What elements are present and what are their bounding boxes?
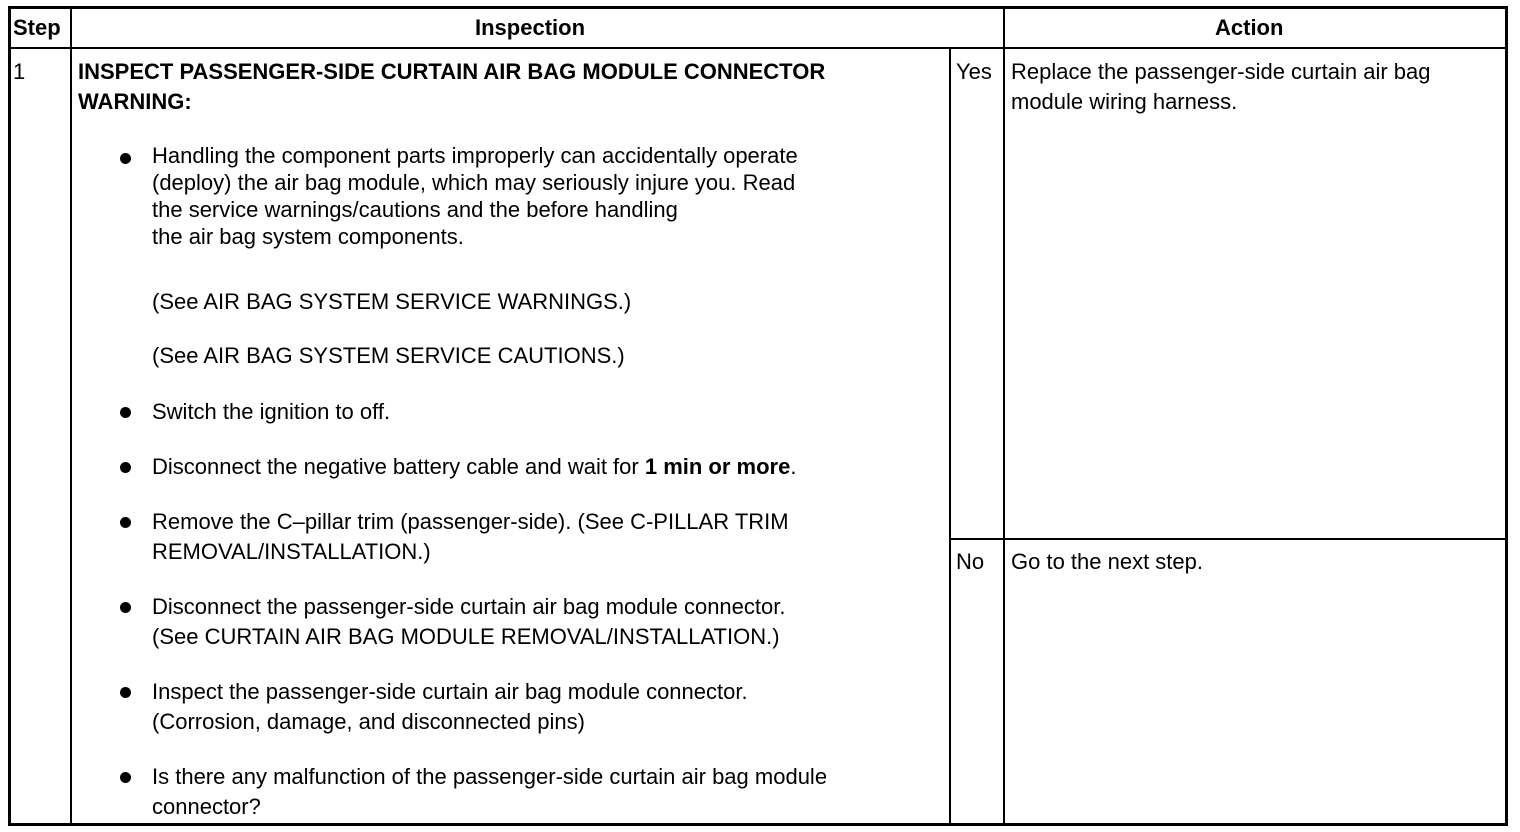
yes-action — [1011, 57, 1430, 117]
disconnect-line-2: (See CURTAIN AIR BAG MODULE REMOVAL/INSTALLATION.) — [152, 624, 780, 649]
inspect-line-2: (Corrosion, damage, and disconnected pins) — [152, 709, 585, 734]
yes-no-divider — [949, 538, 1508, 540]
bullet-icon — [120, 517, 131, 528]
trim-line-1: Remove the C–pillar trim (passenger-side). (See C-PILLAR TRIM — [152, 509, 789, 534]
step-disconnect — [152, 592, 785, 652]
see-warnings: (See AIR BAG SYSTEM SERVICE WARNINGS.) — [152, 289, 632, 314]
yes-action-line-2: module wiring harness. — [1011, 89, 1238, 114]
see-cautions: (See AIR BAG SYSTEM SERVICE CAUTIONS.) — [152, 343, 625, 368]
yes-action-line-1: Replace the passenger-side curtain air bag — [1011, 59, 1431, 84]
warning-line-3: the service warnings/cautions and the before handling — [152, 197, 678, 222]
step-ignition: Switch the ignition to off. — [152, 399, 391, 424]
header-action: Action — [1215, 15, 1284, 40]
header-step: Step — [13, 15, 61, 40]
bullet-icon — [120, 153, 131, 164]
bullet-icon — [120, 687, 131, 698]
step-inspect — [152, 677, 748, 737]
title-line-2: WARNING: — [78, 89, 192, 114]
warning-text — [152, 142, 798, 250]
step-battery — [152, 452, 796, 482]
title-line-1: INSPECT PASSENGER-SIDE CURTAIN AIR BAG MODULE CONNECTOR — [78, 59, 826, 84]
step-number: 1 — [13, 59, 26, 84]
header-inspection: Inspection — [475, 15, 586, 40]
no-action: Go to the next step. — [1011, 549, 1204, 574]
inspect-line-1: Inspect the passenger-side curtain air bag module connector. — [152, 679, 748, 704]
step-question — [152, 762, 827, 822]
warning-line-1: Handling the component parts improperly can accidentally operate — [152, 143, 798, 168]
question-line-2: connector? — [152, 794, 261, 819]
warning-line-2: (deploy) the air bag module, which may seriously injure you. Read — [152, 170, 796, 195]
yes-label: Yes — [956, 59, 992, 84]
inspection-title — [78, 57, 825, 117]
divider-step-col — [70, 6, 72, 826]
trim-line-2: REMOVAL/INSTALLATION.) — [152, 539, 431, 564]
battery-time: 1 min or more — [644, 454, 791, 479]
header-divider — [8, 47, 1508, 49]
warning-line-4: the air bag system components. — [152, 224, 464, 249]
disconnect-line-1: Disconnect the passenger-side curtain air bag module connector. — [152, 594, 786, 619]
battery-period: . — [790, 454, 797, 479]
bullet-icon — [120, 772, 131, 783]
divider-action-col — [1003, 6, 1005, 826]
battery-text: Disconnect the negative battery cable and wait for — [152, 454, 645, 479]
no-label: No — [956, 549, 985, 574]
divider-yesno-col — [949, 48, 951, 826]
question-line-1: Is there any malfunction of the passenger-side curtain air bag module — [152, 764, 828, 789]
step-trim — [152, 507, 789, 567]
bullet-icon — [120, 407, 131, 418]
bullet-icon — [120, 462, 131, 473]
bullet-icon — [120, 602, 131, 613]
